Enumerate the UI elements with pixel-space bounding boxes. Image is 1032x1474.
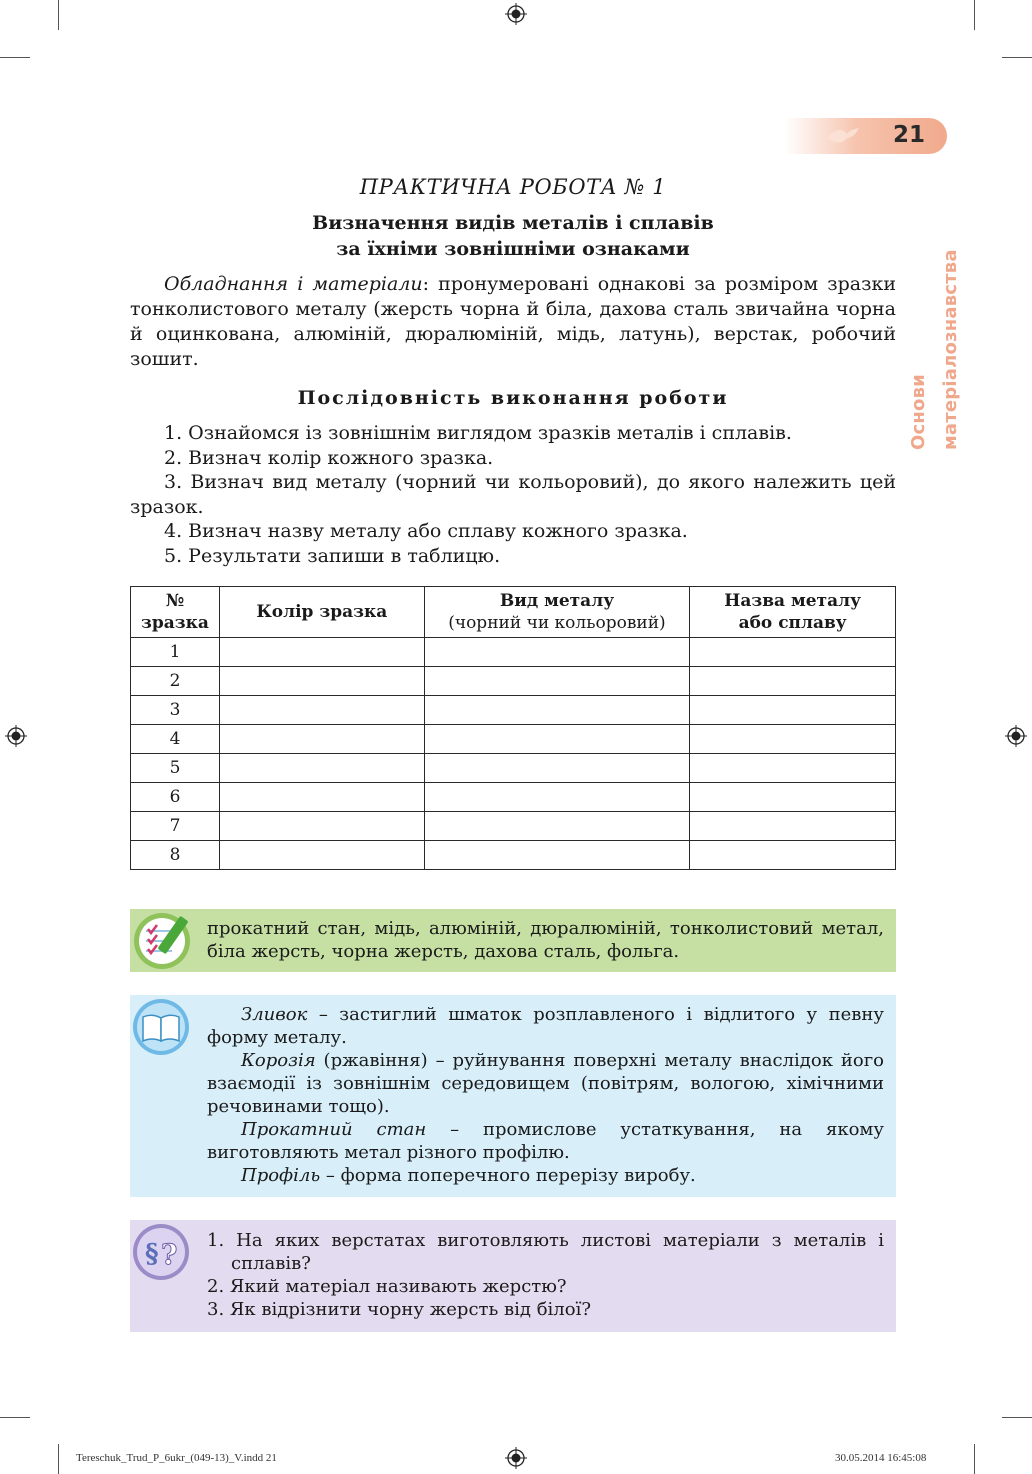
table-row [131, 725, 896, 754]
table-header-row [131, 587, 896, 638]
subtitle-line: Визначення видів металів і сплавів [312, 212, 714, 234]
footer-filename: Tereschuk_Trud_P_6ukr_(049-13)_V.indd 21 [76, 1452, 277, 1464]
equipment-label: Обладнання і матеріали [164, 273, 423, 295]
table-cell [424, 725, 690, 754]
table-cell [424, 638, 690, 667]
table-cell [424, 667, 690, 696]
pencil-check-icon [132, 907, 198, 973]
definition-item [207, 1118, 884, 1164]
definition-text: – промислове устаткування, на якому виготовляють метал різного профілю. [207, 1119, 884, 1163]
row-number: 2 [131, 667, 220, 696]
header-text: зразка [141, 613, 209, 633]
row-number: 1 [131, 638, 220, 667]
table-cell [219, 841, 424, 870]
registration-mark-icon [505, 1447, 527, 1469]
registration-mark-icon [505, 3, 527, 25]
table-row [131, 783, 896, 812]
results-table [130, 586, 896, 870]
table-row [131, 812, 896, 841]
list-item: 1. Ознайомся із зовнішнім виглядом зразків металів і сплавів. [164, 422, 792, 444]
definition-text: (ржавіння) – руйнування поверхні металу внаслідок його взаємодії із зовнішнім середовищем (повітрям, вологою, хімічними речовинами тощо). [207, 1050, 884, 1117]
crop-mark [0, 1417, 30, 1418]
table-cell [690, 667, 896, 696]
row-number: 8 [131, 841, 220, 870]
table-cell [219, 725, 424, 754]
column-header-number [131, 587, 220, 638]
table-cell [424, 812, 690, 841]
equipment-text: : пронумеровані однакові за розміром зразки тонколистового металу (жерсть чорна й біла, дахова сталь звичайна чорна й оцинкована, алюміній, дюралюміній, мідь, латунь), верстак, робочий зошит. [130, 273, 896, 370]
header-text: Вид металу [499, 591, 615, 611]
list-item: 3. Як відрізнити чорну жерсть від білої? [207, 1299, 591, 1320]
table-cell [219, 696, 424, 725]
section-side-label: Основи матеріалознавства [908, 249, 961, 450]
page-number: 21 [892, 122, 925, 148]
definition-item [207, 1003, 884, 1049]
svg-text:§: § [145, 1239, 159, 1269]
table-row [131, 754, 896, 783]
table-cell [690, 783, 896, 812]
equipment-paragraph [130, 272, 896, 372]
crop-mark [974, 0, 975, 30]
table-row [131, 638, 896, 667]
list-item: 3. Визнач вид металу (чорний чи кольоровий), до якого належить цей зразок. [130, 471, 896, 518]
definition-term: Прокатний стан [241, 1119, 427, 1140]
header-text: Назва металу [724, 591, 861, 611]
row-number: 5 [131, 754, 220, 783]
table-cell [690, 754, 896, 783]
subtitle-line: за їхніми зовнішніми ознаками [336, 238, 690, 260]
table-cell [424, 841, 690, 870]
header-text: № [165, 591, 185, 611]
open-book-icon [131, 997, 193, 1059]
crop-mark [58, 1444, 59, 1474]
table-row [131, 696, 896, 725]
list-item: 2. Який матеріал називають жерстю? [207, 1276, 567, 1297]
definition-term: Зливок [241, 1004, 308, 1025]
keywords-text: прокатний стан, мідь, алюміній, дюралюміній, тонколистовий метал, біла жерсть, чорна жерсть, дахова сталь, фольга. [207, 918, 884, 962]
definitions-list [207, 1003, 884, 1187]
crop-mark [0, 57, 30, 58]
sequence-heading: Послідовність виконання роботи [297, 387, 729, 409]
crop-mark [1002, 57, 1032, 58]
crop-mark [1002, 1417, 1032, 1418]
table-cell [219, 754, 424, 783]
header-text: (чорний чи кольоровий) [448, 613, 666, 633]
definition-text: – застиглий шматок розплавленого і відлитого у певну форму металу. [207, 1004, 884, 1048]
table-cell [690, 812, 896, 841]
keywords-box [130, 909, 896, 972]
definition-term: Профіль [241, 1165, 321, 1186]
list-item: 4. Визнач назву металу або сплаву кожного зразка. [164, 520, 688, 543]
table-cell [424, 754, 690, 783]
crop-mark [974, 1444, 975, 1474]
header-text: Колір зразка [256, 602, 388, 622]
table-row [131, 841, 896, 870]
row-number: 6 [131, 783, 220, 812]
svg-text:?: ? [161, 1238, 178, 1271]
steps-list [130, 421, 896, 569]
row-number: 4 [131, 725, 220, 754]
definitions-box [130, 995, 896, 1197]
table-cell [219, 638, 424, 667]
table-cell [690, 696, 896, 725]
table-cell [219, 783, 424, 812]
row-number: 3 [131, 696, 220, 725]
question-mark-icon [131, 1222, 193, 1284]
column-header-name [690, 587, 896, 638]
list-item: 1. На яких верстатах виготовляють листові матеріали з металів і сплавів? [207, 1230, 884, 1274]
table-row [131, 667, 896, 696]
page-title: ПРАКТИЧНА РОБОТА № 1 [359, 175, 667, 199]
crop-mark [58, 0, 59, 30]
list-item: 2. Визнач колір кожного зразка. [164, 446, 494, 469]
column-header-type [424, 587, 690, 638]
definition-text: – форма поперечного перерізу виробу. [320, 1165, 696, 1186]
row-number: 7 [131, 812, 220, 841]
definition-item [207, 1049, 884, 1118]
footer-timestamp: 30.05.2014 16:45:08 [835, 1452, 927, 1464]
table-cell [690, 638, 896, 667]
table-cell [219, 667, 424, 696]
list-item: 5. Результати запиши в таблицю. [164, 544, 501, 567]
table-cell [219, 812, 424, 841]
registration-mark-icon [1005, 725, 1027, 747]
page-number-badge [785, 118, 947, 154]
questions-box [130, 1220, 896, 1332]
registration-mark-icon [5, 725, 27, 747]
table-cell [424, 783, 690, 812]
definition-term: Корозія [241, 1050, 316, 1071]
column-header-color [219, 587, 424, 638]
header-text: або сплаву [738, 613, 847, 633]
page-subtitle [130, 210, 896, 262]
table-cell [690, 725, 896, 754]
table-cell [424, 696, 690, 725]
bird-ornament-icon [825, 124, 861, 148]
table-cell [690, 841, 896, 870]
definition-item [207, 1164, 884, 1187]
questions-list [207, 1229, 884, 1321]
